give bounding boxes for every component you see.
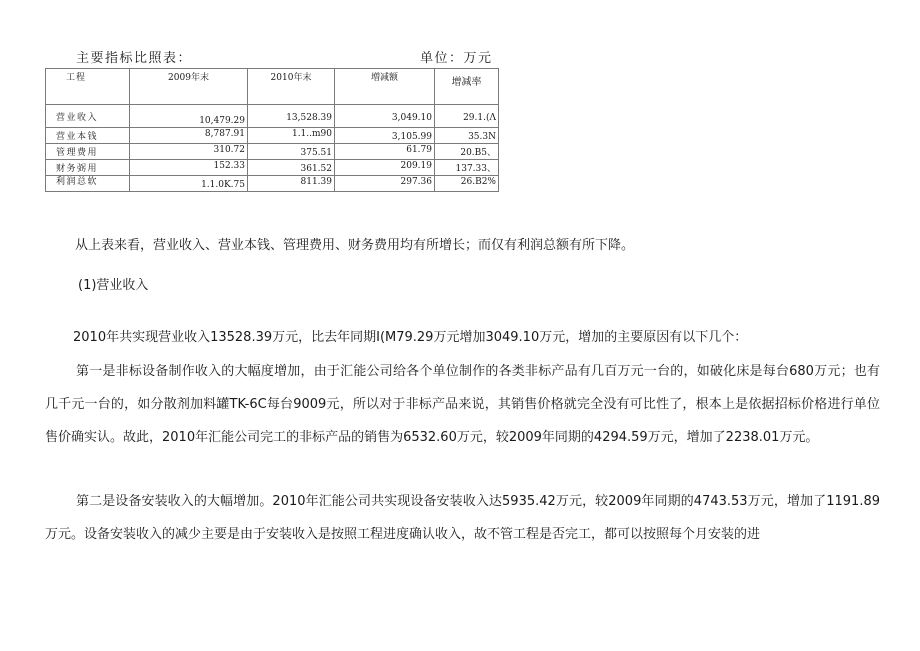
table-header-row xyxy=(46,69,499,105)
summary-paragraph: 从上表来看，营业收入、营业本钱、管理费用、财务费用均有所增长；而仅有利润总额有所下降。 xyxy=(75,238,635,253)
column-header: 2010年末 xyxy=(248,69,335,105)
table-cell: 310.72 xyxy=(130,144,248,160)
column-header: 增减率 xyxy=(435,69,499,105)
column-header: 増减额 xyxy=(335,69,435,105)
table-cell: 8,787.91 xyxy=(130,128,248,144)
table-cell: 297.36 xyxy=(335,176,435,192)
column-header: 工程 xyxy=(46,69,130,105)
table-cell: 26.B2% xyxy=(435,176,499,192)
table-cell: 20.B5、 xyxy=(435,144,499,160)
point-one-paragraph: 第一是非标设备制作收入的大幅度增加，由于汇能公司给各个单位制作的各类非标产品有几百万元一台的，如破化床是每台680万元；也有几千元一台的，如分散剂加料罐TK-6C每台9009元，所以对于非标产品来说，其销售价格就完全没有可比性了，根本上是依据招标价格进行单位售价确实认。故此，2010年汇能公司完工的非标产品的销售为6532.60万元，较2009年同期的4294.59万元，增加了2238.01万元。 xyxy=(45,364,880,445)
row-label: 利润总软 xyxy=(46,176,130,192)
row-label: 营业本钱 xyxy=(46,128,130,144)
table-cell: 1.1..m90 xyxy=(248,128,335,144)
row-label: 管理费用 xyxy=(46,144,130,160)
table-cell: 61.79 xyxy=(335,144,435,160)
table-row xyxy=(46,160,499,176)
table-cell: 375.51 xyxy=(248,144,335,160)
table-cell: 3,105.99 xyxy=(335,128,435,144)
table-cell: 10,479.29 xyxy=(130,105,248,128)
unit-label: 单位：万元 xyxy=(420,51,493,66)
point-two-paragraph: 第二是设备安装收入的大幅增加。2010年汇能公司共实现设备安装收入达5935.42万元，较2009年同期的4743.53万元，增加了1191.89万元。设备安装收入的减少主要是由于安装收入是按照工程进度确认收入，故不管工程是否完工，都可以按照每个月安装的进 xyxy=(45,494,880,542)
table-cell: 1.1.0K.75 xyxy=(130,176,248,192)
table-cell: 29.1.(Λ xyxy=(435,105,499,128)
table-row xyxy=(46,144,499,160)
table-row xyxy=(46,105,499,128)
column-header: 2009年末 xyxy=(130,69,248,105)
table-cell: 3,049.10 xyxy=(335,105,435,128)
metrics-table xyxy=(45,68,499,192)
table-cell: 35.3N xyxy=(435,128,499,144)
intro-paragraph: 2010年共实现营业收入13528.39万元，比去年同期I(M79.29万元增加3049.10万元，增加的主要原因有以下几个： xyxy=(73,330,748,345)
table-cell: 13,528.39 xyxy=(248,105,335,128)
table-cell: 209.19 xyxy=(335,160,435,176)
table-row xyxy=(46,176,499,192)
table-title: 主要指标比照表： xyxy=(76,51,193,66)
table-cell: 811.39 xyxy=(248,176,335,192)
table-row xyxy=(46,128,499,144)
table-cell: 361.52 xyxy=(248,160,335,176)
row-label: 营业收入 xyxy=(46,105,130,128)
row-label: 财务弼用 xyxy=(46,160,130,176)
table-cell: 152.33 xyxy=(130,160,248,176)
section-heading: (1)营业收入 xyxy=(78,278,149,293)
table-cell: 137.33、 xyxy=(435,160,499,176)
